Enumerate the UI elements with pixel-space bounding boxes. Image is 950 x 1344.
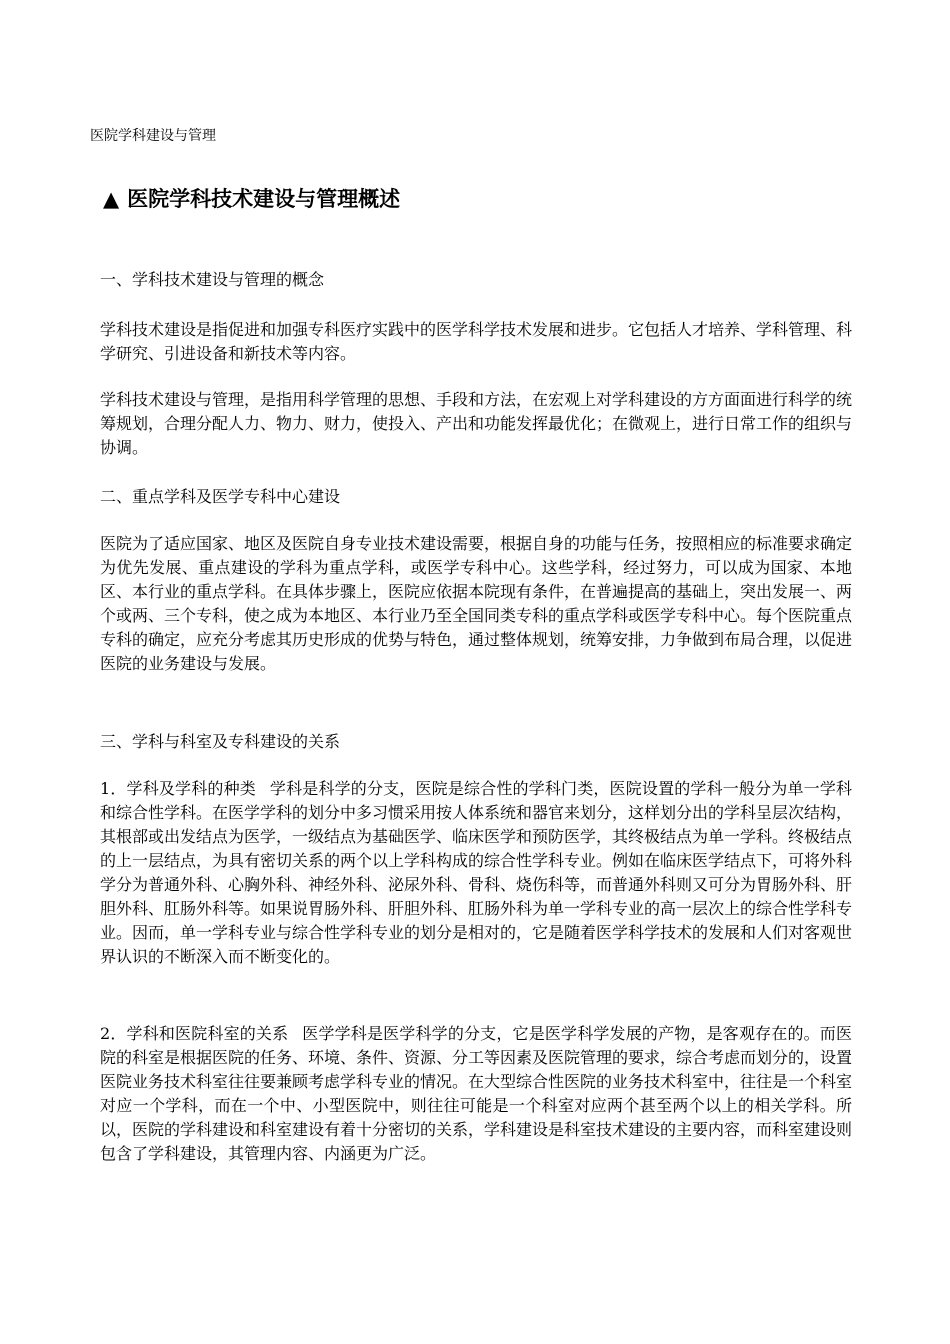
section-heading-1: 一、学科技术建设与管理的概念 <box>100 270 325 289</box>
document-title-text: 医院学科技术建设与管理概述 <box>127 187 401 211</box>
section-heading-2: 二、重点学科及医学专科中心建设 <box>100 487 341 506</box>
running-header: 医院学科建设与管理 <box>90 128 216 144</box>
section-heading-3: 三、学科与科室及专科建设的关系 <box>100 732 341 751</box>
paragraph-key-disciplines: 医院为了适应国家、地区及医院自身专业技术建设需要，根据自身的功能与任务，按照相应的标准要求确定为优先发展、重点建设的学科为重点学科，或医学专科中心。这些学科，经过努力，可以成为国家、本地区、本行业的重点学科。在具体步骤上，医院应依据本院现有条件，在普遍提高的基础上，突出发展一、两个或两、三个专科，使之成为本地区、本行业乃至全国同类专科的重点学科或医学专科中心。每个医院重点专科的确定，应充分考虑其历史形成的优势与特色，通过整体规划，统筹安排，力争做到布局合理，以促进医院的业务建设与发展。 <box>100 534 853 673</box>
triangle-icon: ▲ <box>103 187 120 211</box>
list-item-lead: 2．学科和医院科室的关系 <box>100 1024 289 1043</box>
list-item-discipline-types <box>100 777 852 969</box>
list-item-discipline-department <box>100 1022 852 1166</box>
document-title <box>103 183 400 215</box>
paragraph-concept-management: 学科技术建设与管理，是指用科学管理的思想、手段和方法，在宏观上对学科建设的方方面面进行科学的统筹规划，合理分配人力、物力、财力，使投入、产出和功能发挥最优化；在微观上，进行日常工作的组织与协调。 <box>100 390 853 457</box>
list-item-lead: 1．学科及学科的种类 <box>100 779 256 798</box>
paragraph-concept-definition: 学科技术建设是指促进和加强专科医疗实践中的医学科学技术发展和进步。它包括人才培养、学科管理、科学研究、引进设备和新技术等内容。 <box>100 320 853 363</box>
list-item-text: 医学学科是医学科学的分支，它是医学科学发展的产物，是客观存在的。而医院的科室是根据医院的任务、环境、条件、资源、分工等因素及医院管理的要求，综合考虑而划分的，设置医院业务技术科室往往要兼顾考虑学科专业的情况。在大型综合性医院的业务技术科室中，往往是一个科室对应一个学科，而在一个中、小型医院中，则往往可能是一个科室对应两个甚至两个以上的相关学科。所以，医院的学科建设和科室建设有着十分密切的关系，学科建设是科室技术建设的主要内容，而科室建设则包含了学科建设，其管理内容、内涵更为广泛。 <box>100 1024 853 1163</box>
list-item-text: 学科是科学的分支，医院是综合性的学科门类，医院设置的学科一般分为单一学科和综合性学科。在医学学科的划分中多习惯采用按人体系统和器官来划分，这样划分出的学科呈层次结构，其根部或出发结点为医学，一级结点为基础医学、临床医学和预防医学，其终极结点为单一学科。终极结点的上一层结点，为具有密切关系的两个以上学科构成的综合性学科专业。例如在临床医学结点下，可将外科学分为普通外科、心胸外科、神经外科、泌尿外科、骨科、烧伤科等，而普通外科则又可分为胃肠外科、肝胆外科、肛肠外科等。如果说胃肠外科、肝胆外科、肛肠外科为单一学科专业的高一层次上的综合性学科专业。因而，单一学科专业与综合性学科专业的划分是相对的，它是随着医学科学技术的发展和人们对客观世界认识的不断深入而不断变化的。 <box>100 779 853 966</box>
